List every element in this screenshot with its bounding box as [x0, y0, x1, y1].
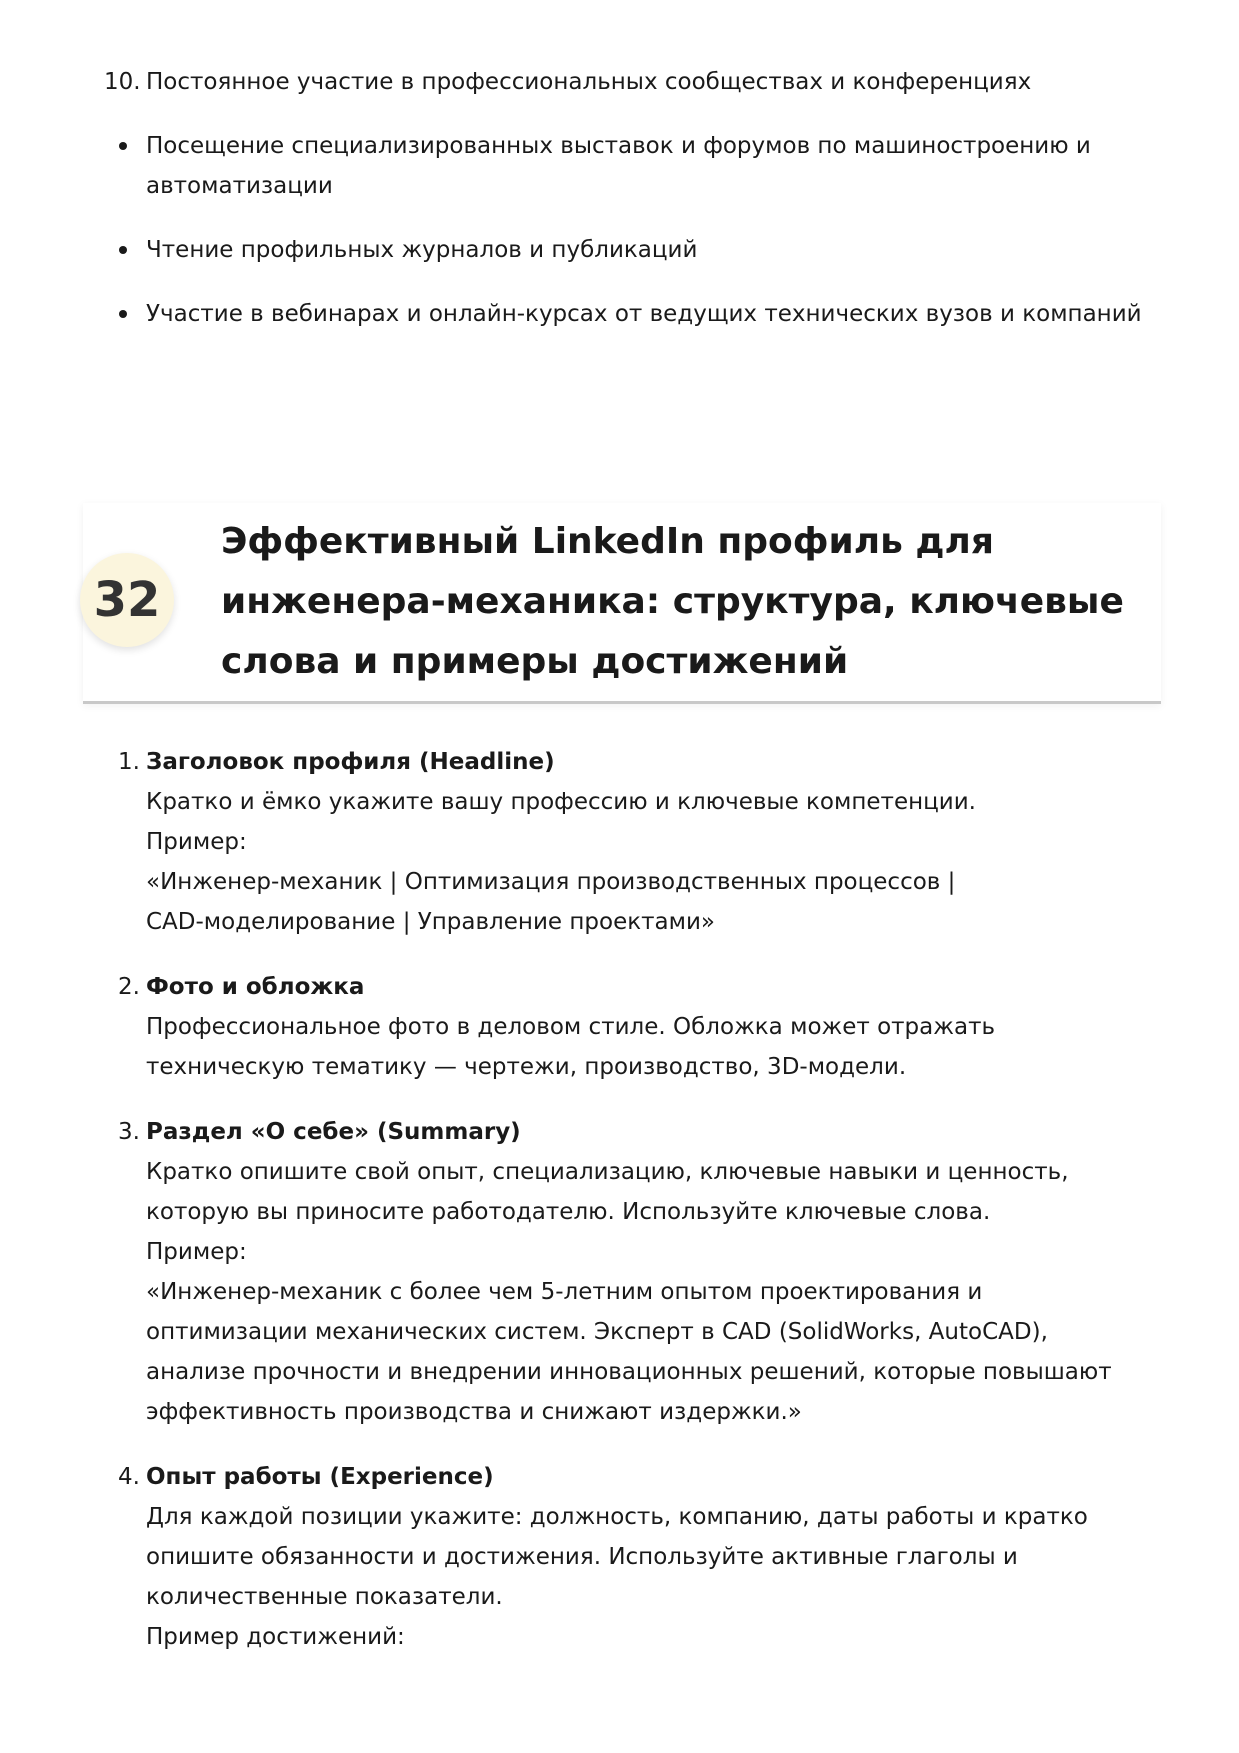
numbered-list: [105, 742, 1145, 1657]
list-item-number: 2.: [118, 974, 140, 1000]
bullet-item: [105, 294, 1145, 334]
list-item-title: Опыт работы (Experience): [146, 1464, 494, 1490]
list-item-example-label: Пример:: [146, 829, 247, 855]
bullet-item: [105, 126, 1145, 206]
list-item-title: Раздел «О себе» (Summary): [146, 1119, 521, 1145]
list-item-example: «Инженер-механик | Оптимизация производственных процессов | CAD-моделирование | Управление проектами»: [146, 869, 956, 935]
section-number-badge: 32: [80, 553, 174, 647]
list-item-number: 1.: [118, 749, 140, 775]
bullet-icon: [119, 142, 127, 150]
list-item-number: 3.: [118, 1119, 140, 1145]
list-item-example: «Инженер-механик с более чем 5-летним опытом проектирования и оптимизации механических систем. Эксперт в CAD (SolidWorks, AutoCAD), анализе прочности и внедрении инновационных решений, которые повышают эффективность производства и снижают издержки.»: [146, 1279, 1112, 1425]
bullet-text: Участие в вебинарах и онлайн-курсах от ведущих технических вузов и компаний: [146, 301, 1142, 327]
section-header: [83, 503, 1161, 704]
list-item-photo: [105, 967, 1145, 1087]
bullet-item: [105, 230, 1145, 270]
list-item-text: Для каждой позиции укажите: должность, компанию, даты работы и кратко опишите обязанности и достижения. Используйте активные глаголы и количественные показатели.: [146, 1504, 1088, 1610]
list-item-number: 10.: [104, 69, 141, 95]
list-item-text: Кратко и ёмко укажите вашу профессию и ключевые компетенции.: [146, 789, 976, 815]
bullet-icon: [119, 310, 127, 318]
list-item-title: Фото и обложка: [146, 974, 365, 1000]
list-item-example-label: Пример достижений:: [146, 1624, 405, 1650]
bullet-icon: [119, 246, 127, 254]
list-item-10: [105, 62, 1145, 102]
list-item-number: 4.: [118, 1464, 140, 1490]
list-item-text: Постоянное участие в профессиональных сообществах и конференциях: [146, 69, 1032, 95]
list-item-summary: [105, 1112, 1145, 1432]
list-item-text: Кратко опишите свой опыт, специализацию, ключевые навыки и ценность, которую вы приносите работодателю. Используйте ключевые слова.: [146, 1159, 1069, 1225]
section-title: Эффективный LinkedIn профиль для инженера-механика: структура, ключевые слова и примеры достижений: [221, 521, 1124, 682]
list-item-experience: [105, 1457, 1145, 1657]
bullet-text: Посещение специализированных выставок и форумов по машиностроению и автоматизации: [146, 133, 1091, 199]
list-item-headline: [105, 742, 1145, 942]
top-list: [105, 62, 1145, 334]
bullet-text: Чтение профильных журналов и публикаций: [146, 237, 698, 263]
list-item-example-label: Пример:: [146, 1239, 247, 1265]
bullet-list: [105, 126, 1145, 334]
list-item-text: Профессиональное фото в деловом стиле. Обложка может отражать техническую тематику — чертежи, производство, 3D-модели.: [146, 1014, 996, 1080]
list-item-title: Заголовок профиля (Headline): [146, 749, 555, 775]
